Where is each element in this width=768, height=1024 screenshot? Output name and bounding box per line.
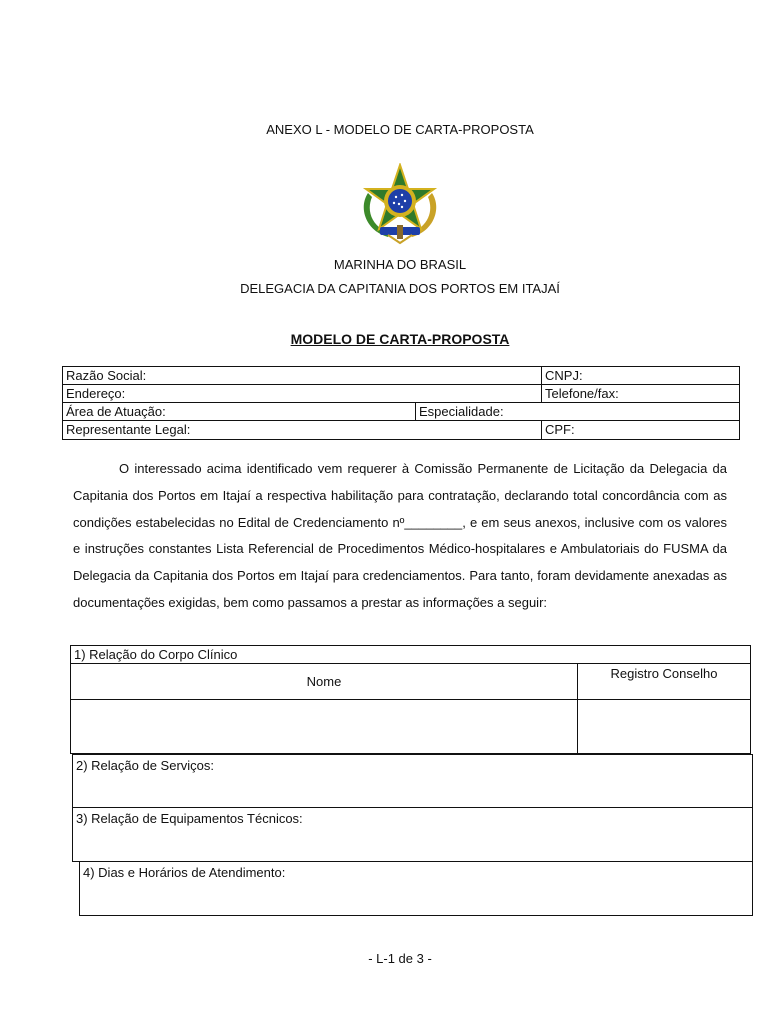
registro-input-cell[interactable] bbox=[577, 699, 751, 754]
especialidade-label: Especialidade: bbox=[419, 404, 504, 419]
razao-social-label: Razão Social: bbox=[66, 368, 147, 383]
col-nome-label: Nome bbox=[306, 674, 342, 689]
nome-input-cell[interactable] bbox=[70, 699, 578, 754]
razao-social-field[interactable] bbox=[62, 366, 542, 385]
area-atuacao-field[interactable] bbox=[62, 402, 416, 421]
horarios-label: 4) Dias e Horários de Atendimento: bbox=[83, 865, 286, 880]
endereco-label: Endereço: bbox=[66, 386, 126, 401]
col-registro-label: Registro Conselho bbox=[610, 666, 718, 681]
brazil-coat-of-arms-icon bbox=[358, 163, 442, 245]
equipamentos-section[interactable] bbox=[72, 807, 753, 862]
cnpj-field[interactable] bbox=[541, 366, 740, 385]
cpf-label: CPF: bbox=[545, 422, 575, 437]
especialidade-field[interactable] bbox=[415, 402, 740, 421]
telefone-label: Telefone/fax: bbox=[545, 386, 619, 401]
cnpj-label: CNPJ: bbox=[545, 368, 583, 383]
corpo-clinico-header bbox=[70, 645, 751, 664]
representante-legal-field[interactable] bbox=[62, 420, 542, 440]
equipamentos-label: 3) Relação de Equipamentos Técnicos: bbox=[76, 811, 303, 826]
endereco-field[interactable] bbox=[62, 384, 542, 403]
servicos-label: 2) Relação de Serviços: bbox=[76, 758, 215, 773]
telefone-field[interactable] bbox=[541, 384, 740, 403]
declaration-paragraph: O interessado acima identificado vem requerer à Comissão Permanente de Licitação da Delegacia da Capitania dos Portos em Itajaí a respectiva habilitação para contratação, declarando total concordância com as condições estabelecidas no Edital de Credenciamento nº________, e em seus anexos, inclusive com os valores e instruções constantes Lista Referencial de Procedimentos Médico-hospitalares e Ambulatoriais do FUSMA da Delegacia da Capitania dos Portos em Itajaí para credenciamentos. Para tanto, foram devidamente anexadas as documentações exigidas, bem como passamos a prestar as informações a seguir: bbox=[73, 461, 727, 610]
corpo-clinico-label: 1) Relação do Corpo Clínico bbox=[74, 647, 238, 662]
col-nome-header bbox=[70, 663, 578, 700]
representante-legal-label: Representante Legal: bbox=[66, 422, 191, 437]
document-heading: MODELO DE CARTA-PROPOSTA bbox=[290, 331, 510, 347]
cpf-field[interactable] bbox=[541, 420, 740, 440]
area-atuacao-label: Área de Atuação: bbox=[66, 404, 166, 419]
org-line-1: MARINHA DO BRASIL bbox=[333, 257, 467, 272]
annex-title: ANEXO L - MODELO DE CARTA-PROPOSTA bbox=[266, 122, 534, 137]
page-number: - L-1 de 3 - bbox=[368, 951, 432, 966]
horarios-section[interactable] bbox=[79, 861, 753, 916]
col-registro-header bbox=[577, 663, 751, 700]
org-line-2: DELEGACIA DA CAPITANIA DOS PORTOS EM ITAJAÍ bbox=[240, 281, 560, 296]
servicos-section[interactable] bbox=[72, 754, 753, 808]
